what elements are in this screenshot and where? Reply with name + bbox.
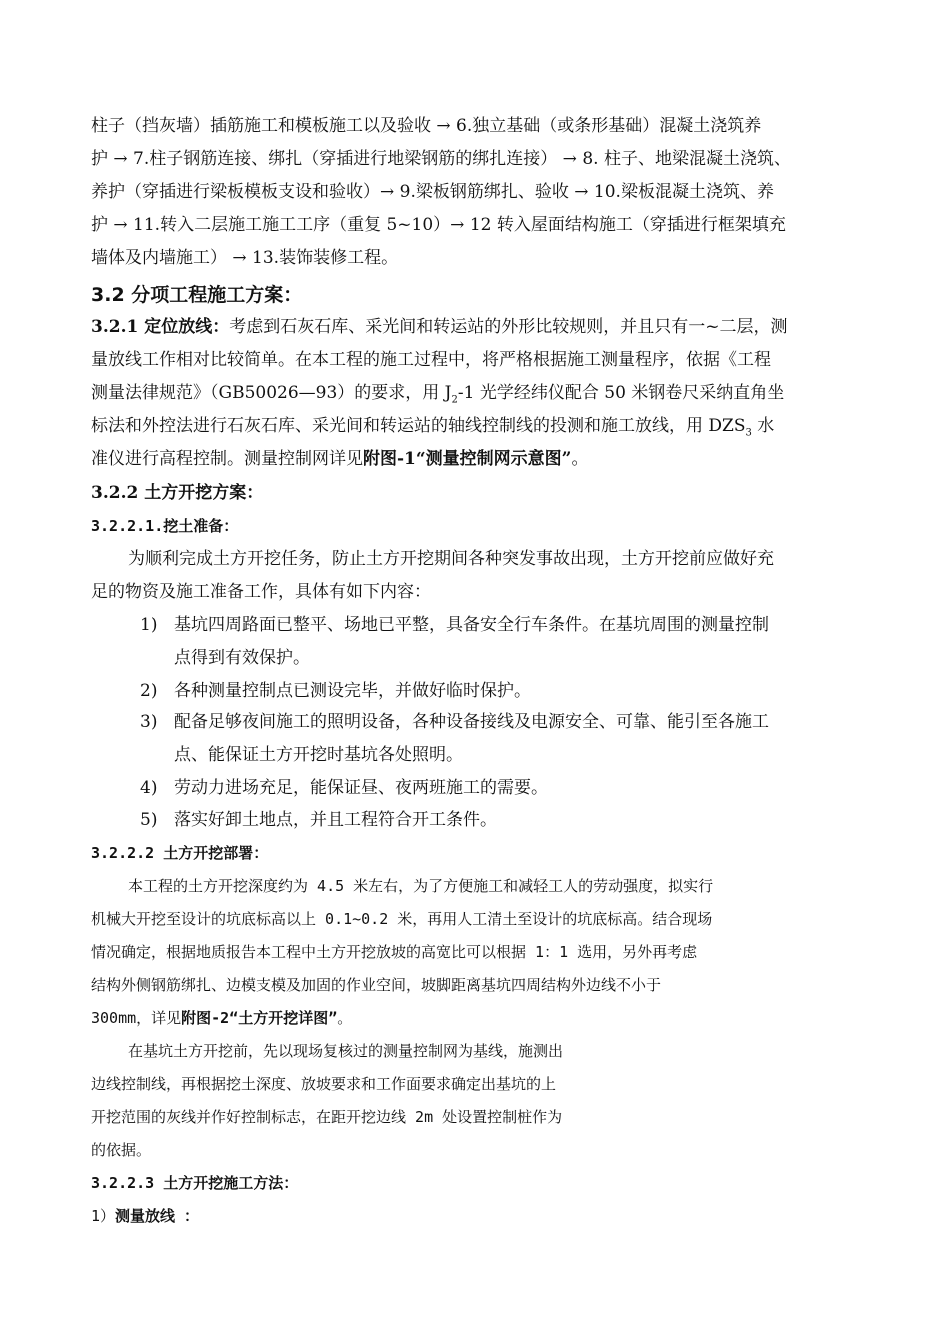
section-3-2-1-text-3-tail: -1 光学经纬仪配合 50 米钢卷尺采纳直角坐	[457, 383, 785, 403]
list-item	[140, 609, 866, 641]
section-3-2-1-line-4	[91, 410, 866, 442]
section-3-2-2-1-para-1: 为顺利完成土方开挖任务，防止土方开挖期间各种突发事故出现，土方开挖前应做好充	[128, 549, 774, 569]
list-item-text: 劳动力进场充足，能保证昼、夜两班施工的需要。	[174, 778, 548, 798]
list-item-continuation: 点得到有效保护。	[174, 648, 310, 668]
figure-1-reference: 附图-1“测量控制网示意图”	[363, 449, 572, 469]
section-3-2-2-1-heading: 3.2.2.1.挖土准备：	[91, 517, 239, 535]
section-3-2-heading: 3.2 分项工程施工方案：	[91, 284, 303, 306]
section-3-2-2-2-para-2-line-2: 边线控制线，再根据挖土深度、放坡要求和工作面要求确定出基坑的上	[91, 1075, 557, 1093]
list-item-continuation: 点、能保证土方开挖时基坑各处照明。	[174, 745, 463, 765]
theodolite-subscript: 2	[451, 394, 458, 406]
section-3-2-1-line-5	[91, 443, 866, 475]
list-item-text: 配备足够夜间施工的照明设备，各种设备接线及电源安全、可靠、能引至各施工	[174, 712, 769, 732]
list-item	[140, 706, 866, 738]
list-item-number: 2)	[140, 681, 158, 701]
section-3-2-2-2-text-5: 300mm，详见	[91, 1009, 182, 1027]
list-item-number: 3)	[140, 712, 158, 732]
section-3-2-2-3-item-1	[91, 1200, 866, 1232]
section-3-2-1-text-5-end: 。	[571, 449, 589, 469]
section-3-2-2-2-para-2-line-1: 在基坑土方开挖前，先以现场复核过的测量控制网为基线，施测出	[128, 1042, 564, 1060]
section-3-2-1-line-2: 量放线工作相对比较简单。在本工程的施工过程中，将严格根据施工测量程序，依据《工程	[91, 350, 771, 370]
section-3-2-2-heading: 3.2.2 土方开挖方案：	[91, 483, 264, 503]
section-3-2-2-2-text-5-end: 。	[337, 1009, 353, 1027]
section-3-2-1-text-4-tail: 水	[751, 416, 775, 436]
list-item-number: 4)	[140, 778, 158, 798]
list-item	[140, 772, 866, 804]
list-item-number: 1)	[140, 615, 158, 635]
section-3-2-2-2-heading: 3.2.2.2 土方开挖部署：	[91, 844, 269, 862]
intro-line-1: 柱子（挡灰墙）插筋施工和模板施工以及验收 → 6.独立基础（或条形基础）混凝土浇筑养	[91, 116, 762, 136]
section-3-2-2-2-line-2: 机械大开挖至设计的坑底标高以上 0.1~0.2 米，再用人工清土至设计的坑底标高。结合现场	[91, 910, 713, 928]
level-subscript: 3	[745, 427, 752, 439]
list-item-number: 1）	[91, 1207, 116, 1225]
section-3-2-1-text-1: 考虑到石灰石库、采光间和转运站的外形比较规则，并且只有一~二层，测	[229, 317, 788, 337]
section-3-2-2-3-heading: 3.2.2.3 土方开挖施工方法：	[91, 1174, 299, 1192]
section-3-2-2-2-line-3: 情况确定，根据地质报告本工程中土方开挖放坡的高宽比可以根据 1：1 选用，另外再考虑	[91, 943, 698, 961]
list-item	[140, 675, 866, 707]
section-3-2-1-line-3	[91, 377, 866, 409]
blank-overlay	[682, 1040, 872, 1160]
list-item-label: 测量放线 ：	[115, 1207, 200, 1225]
section-3-2-1-text-5: 准仪进行高程控制。测量控制网详见	[91, 449, 363, 469]
intro-line-2: 护 → 7.柱子钢筋连接、绑扎（穿插进行地梁钢筋的绑扎连接） → 8. 柱子、地梁混凝土浇筑、	[91, 149, 791, 169]
section-3-2-1-label: 3.2.1 定位放线：	[91, 317, 230, 337]
section-3-2-2-2-para-2-line-4: 的依据。	[91, 1141, 152, 1159]
list-item-text: 基坑四周路面已整平、场地已平整，具备安全行车条件。在基坑周围的测量控制	[174, 615, 769, 635]
list-item-text: 各种测量控制点已测设完毕，并做好临时保护。	[174, 681, 531, 701]
list-item	[140, 804, 866, 836]
section-3-2-2-1-para-2: 足的物资及施工准备工作，具体有如下内容：	[91, 582, 431, 602]
section-3-2-2-2-line-1: 本工程的土方开挖深度约为 4.5 米左右，为了方便施工和减轻工人的劳动强度，拟实行	[128, 877, 714, 895]
figure-2-reference: 附图-2“土方开挖详图”	[181, 1009, 338, 1027]
section-3-2-2-2-line-4: 结构外侧钢筋绑扎、边模支模及加固的作业空间，坡脚距离基坑四周结构外边线不小于	[91, 976, 662, 994]
section-3-2-2-2-para-2-line-3: 开挖范围的灰线并作好控制标志，在距开挖边线 2m 处设置控制桩作为	[91, 1108, 563, 1126]
section-3-2-1-text-3: 测量法律规范》（GB50026—93）的要求，用 J	[91, 383, 452, 403]
section-3-2-1-line-1	[91, 311, 866, 343]
section-3-2-1-text-4: 标法和外控法进行石灰石库、采光间和转运站的轴线控制线的投测和施工放线，用 DZS	[91, 416, 746, 436]
list-item-text: 落实好卸土地点，并且工程符合开工条件。	[174, 810, 497, 830]
intro-line-5: 墙体及内墙施工） → 13.装饰装修工程。	[91, 248, 399, 268]
intro-line-4: 护 → 11.转入二层施工施工工序（重复 5~10）→ 12 转入屋面结构施工（穿插进行框架填充	[91, 215, 786, 235]
list-item-number: 5)	[140, 810, 158, 830]
intro-line-3: 养护（穿插进行梁板模板支设和验收）→ 9.梁板钢筋绑扎、验收 → 10.梁板混凝土浇筑、养	[91, 182, 774, 202]
section-3-2-2-2-line-5	[91, 1002, 866, 1034]
